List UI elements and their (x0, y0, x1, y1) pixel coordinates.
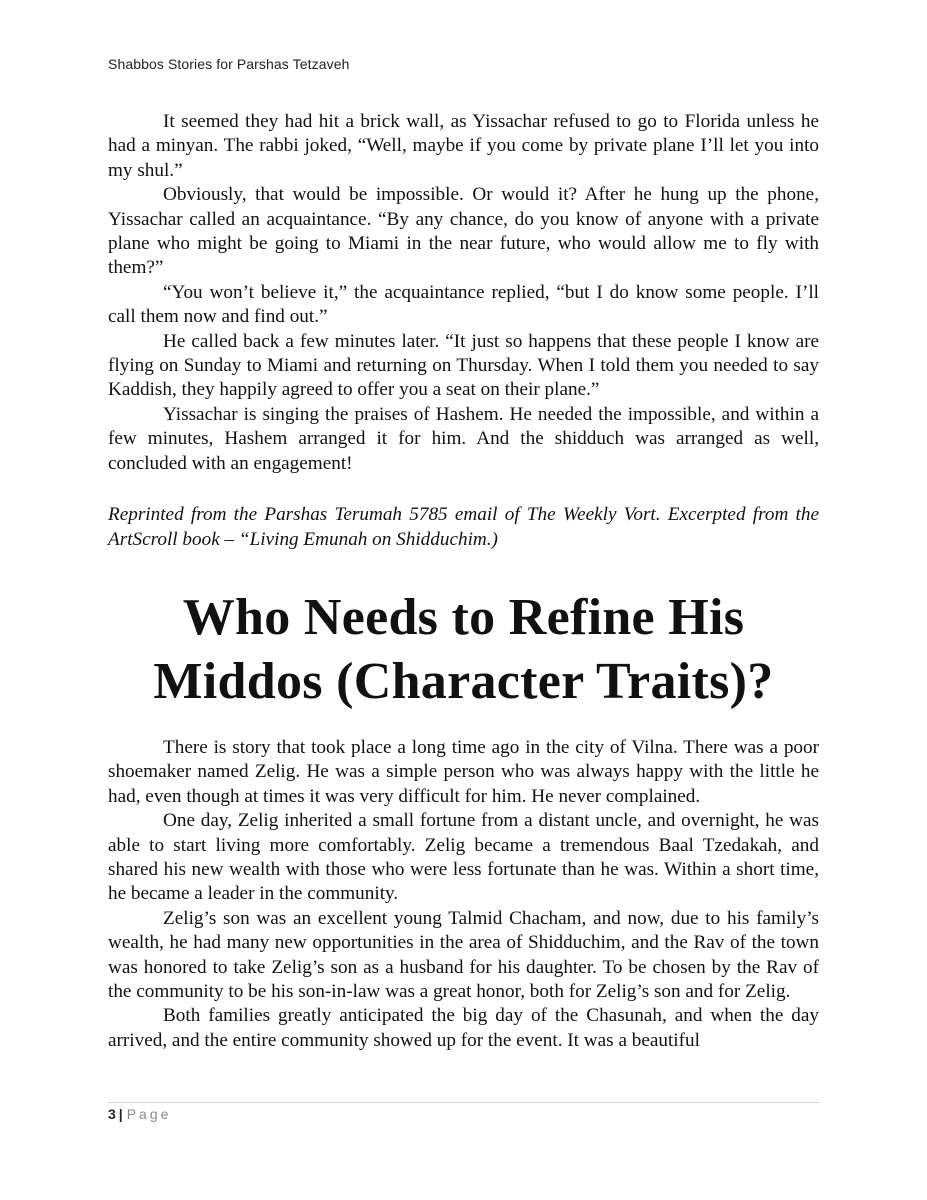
body-paragraph: Yissachar is singing the praises of Hashem. He needed the impossible, and within a few minutes, Hashem arranged it for him. And the shidduch was arranged as well, concluded with an engagement! (108, 403, 819, 474)
previous-story-conclusion (108, 110, 819, 552)
running-header: Shabbos Stories for Parshas Tetzaveh (108, 56, 350, 72)
article-title-line: Who Needs to Refine His (182, 588, 745, 646)
body-paragraph: Zelig’s son was an excellent young Talmid Chacham, and now, due to his family’s wealth, he had many new opportunities in the area of Shidduchim, and the Rav of the town was honored to take Zelig’s son as a husband for his daughter. To be chosen by the Rav of the community to be his son-in-law was a great honor, both for Zelig’s son and for Zelig. (108, 907, 819, 1002)
page-footer (108, 1106, 171, 1122)
body-paragraph: Both families greatly anticipated the big day of the Chasunah, and when the day arrived, and the entire community showed up for the event. It was a beautiful (108, 1005, 819, 1051)
footer-divider (108, 1102, 819, 1103)
page-number: 3 (108, 1106, 116, 1122)
body-paragraph: There is story that took place a long time ago in the city of Vilna. There was a poor shoemaker named Zelig. He was a simple person who was always happy with the little he had, even though at times it was very difficult for him. He never complained. (108, 736, 819, 807)
source-credit: Reprinted from the Parshas Terumah 5785 email of The Weekly Vort. Excerpted from the ArtScroll book – “Living Emunah on Shidduchim.) (108, 504, 819, 550)
footer-separator: | (118, 1106, 123, 1122)
article-body (108, 736, 819, 1053)
body-paragraph: It seemed they had hit a brick wall, as Yissachar refused to go to Florida unless he had a minyan. The rabbi joked, “Well, maybe if you come by private plane I’ll let you into my shul.” (108, 111, 819, 181)
page-label: Page (126, 1106, 172, 1122)
body-paragraph: He called back a few minutes later. “It just so happens that these people I know are flying on Sunday to Miami and returning on Thursday. When I told them you needed to say Kaddish, they happily agreed to offer you a seat on their plane.” (108, 330, 819, 401)
body-paragraph: One day, Zelig inherited a small fortune from a distant uncle, and overnight, he was able to start living more comfortably. Zelig became a tremendous Baal Tzedakah, and shared his new wealth with those who were less fortunate than he was. Within a short time, he became a leader in the community. (108, 810, 819, 905)
article-title (108, 586, 819, 714)
article-title-line: Middos (Character Traits)? (153, 652, 774, 710)
page-content (108, 110, 819, 1053)
body-paragraph: Obviously, that would be impossible. Or would it? After he hung up the phone, Yissachar called an acquaintance. “By any chance, do you know of anyone with a private plane who might be going to Miami in the near future, who would allow me to fly with them?” (108, 184, 819, 279)
body-paragraph: “You won’t believe it,” the acquaintance replied, “but I do know some people. I’ll call them now and find out.” (108, 281, 819, 328)
